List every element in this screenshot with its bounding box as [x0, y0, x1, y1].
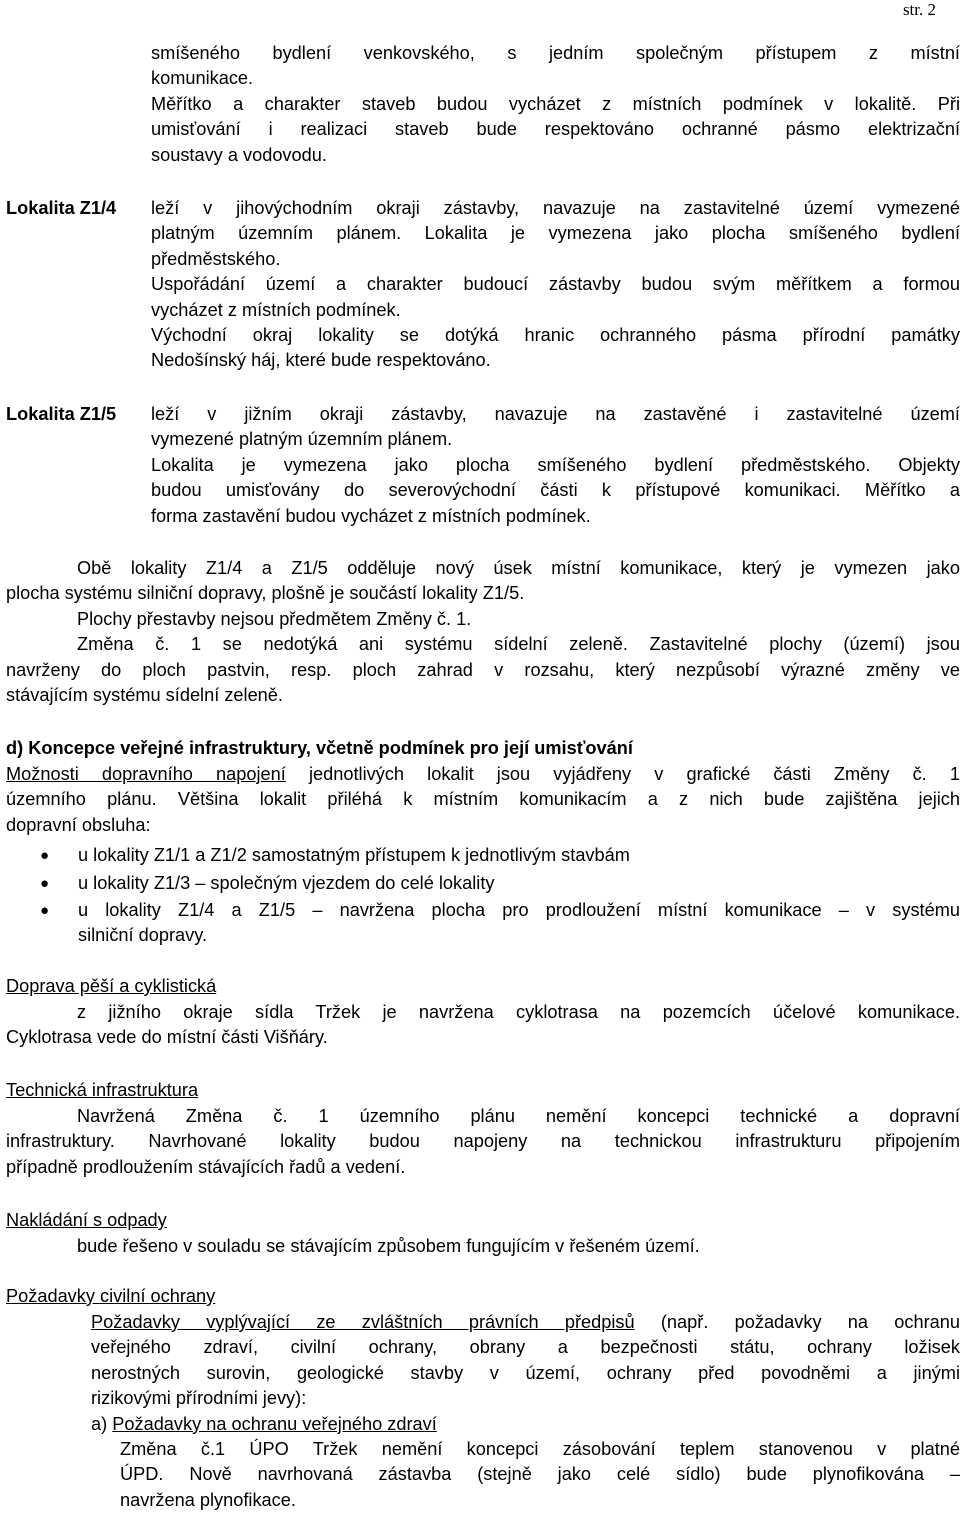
text-line: vymezené platným územním plánem. [151, 429, 453, 450]
pedestrian-title: Doprava pěší a cyklistická [6, 976, 217, 996]
text-line: veřejného zdraví, civilní ochrany, obrany a bezpečnosti státu, ochrany ložisek [91, 1337, 960, 1358]
text-line: leží v jihovýchodním okraji zástavby, navazuje na zastavitelné území vymezené [151, 198, 960, 218]
text-line: Lokalita je vymezena jako plocha smíšeného bydlení předměstského. Objekty [151, 454, 960, 475]
text-line: silniční dopravy. [78, 925, 208, 946]
bullet-dot: ● [40, 902, 50, 919]
text-line: smíšeného bydlení venkovského, s jedním společným přístupem z místní [151, 43, 960, 63]
civil-title: Požadavky civilní ochrany [6, 1286, 216, 1306]
locality-z15-label: Lokalita Z1/5 [6, 404, 117, 424]
waste-title: Nakládání s odpady [6, 1210, 167, 1230]
text-line: z jižního okraje sídla Tržek je navržena cyklotrasa na pozemcích účelové komunikace. [77, 1002, 960, 1022]
text-line: předměstského. [151, 248, 281, 269]
requirements-title: Požadavky vyplývající ze zvláštních právních předpisů [91, 1312, 635, 1332]
pedestrian-paragraph [6, 1000, 960, 1051]
text-line: Plochy přestavby nejsou předmětem Změny č. 1. [77, 608, 472, 629]
text-line: Navržená Změna č. 1 územního plánu nemění koncepci technické a dopravní [77, 1106, 960, 1126]
text-line: Cyklotrasa vede do místní části Višňáry. [6, 1027, 328, 1048]
text-line: komunikace. [151, 68, 254, 89]
text-line: stávajícím systému sídelní zeleně. [6, 685, 283, 706]
text-line: Nedošínský háj, které bude respektováno. [151, 350, 491, 371]
transport-paragraph [6, 762, 960, 838]
bullet-dot: ● [40, 847, 50, 864]
technical-paragraph [6, 1104, 960, 1180]
text-line: plocha systému silniční dopravy, plošně je součástí lokality Z1/5. [6, 583, 525, 604]
text-line: budou umisťovány do severovýchodní části k přístupové komunikaci. Měřítko a [151, 480, 960, 501]
intro-paragraph [151, 41, 960, 168]
item-a-paragraph [120, 1437, 960, 1513]
text-line: leží v jižním okraji zástavby, navazuje na zastavěné i zastavitelné území [151, 404, 960, 424]
text-line: Změna č.1 ÚPO Tržek nemění koncepci zásobování teplem stanovenou v platné [120, 1439, 960, 1459]
list-item: u lokality Z1/3 – společným vjezdem do celé lokality [78, 873, 495, 893]
text-line: dopravní obsluha: [6, 814, 151, 835]
text-line: územního plánu. Většina lokalit přiléhá k místním komunikacím a z nich bude zajištěna jejich [6, 789, 960, 810]
text-line: Změna č. 1 se nedotýká ani systému sídelní zeleně. Zastavitelné plochy (území) jsou [77, 634, 960, 655]
requirements-title-rest: (např. požadavky na ochranu [634, 1312, 960, 1332]
text-line: rizikovými přírodními jevy): [91, 1388, 307, 1409]
list-item: u lokality Z1/1 a Z1/2 samostatným přístupem k jednotlivým stavbám [78, 845, 630, 865]
text-line: Východní okraj lokality se dotýká hranic ochranného pásma přírodní památky [151, 325, 960, 346]
item-a-title: Požadavky na ochranu veřejného zdraví [112, 1413, 437, 1434]
transport-title: Možnosti dopravního napojení [6, 764, 286, 784]
item-a-prefix: a) [91, 1413, 113, 1434]
text-line: Obě lokality Z1/4 a Z1/5 odděluje nový úsek místní komunikace, který je vymezen jako [77, 558, 960, 578]
text-line: umisťování i realizaci staveb bude respektováno ochranné pásmo elektrizační [151, 119, 960, 140]
text-line [91, 1310, 960, 1335]
transport-title-rest: jednotlivých lokalit jsou vyjádřeny v grafické části Změny č. 1 [285, 764, 960, 784]
text-line: případně prodloužením stávajících řadů a vedení. [6, 1156, 406, 1177]
text-line: Měřítko a charakter staveb budou vycházet z místních podmínek v lokalitě. Při [151, 93, 960, 114]
text-line: Uspořádání území a charakter budoucí zástavby budou svým měřítkem a formou [151, 274, 960, 295]
page-number: str. 2 [902, 0, 936, 19]
text-line: u lokality Z1/4 a Z1/5 – navržena plocha pro prodloužení místní komunikace – v systému [78, 900, 960, 920]
text-line: forma zastavění budou vycházet z místních podmínek. [151, 505, 591, 526]
text-line: vycházet z místních podmínek. [151, 299, 401, 320]
civil-requirements-paragraph [91, 1310, 960, 1437]
locality-z15-text [151, 402, 960, 529]
both-localities-paragraph [6, 556, 960, 708]
text-line [6, 762, 960, 787]
list-item [78, 898, 960, 949]
text-line: ÚPD. Nově navrhovaná zástavba (stejně jako celé sídlo) bude plynofikována – [120, 1464, 960, 1485]
locality-z14-text [151, 196, 960, 374]
waste-text: bude řešeno v souladu se stávajícím způsobem fungujícím v řešeném území. [77, 1236, 700, 1256]
text-line: nerostných surovin, geologické stavby v území, ochrany před povodněmi a jinými [91, 1362, 960, 1383]
text-line: navržena plynofikace. [120, 1489, 296, 1510]
bullet-dot: ● [40, 875, 50, 892]
text-line: soustavy a vodovodu. [151, 144, 327, 165]
text-line: platným územním plánem. Lokalita je vymezena jako plocha smíšeného bydlení [151, 223, 960, 244]
text-line: infrastruktury. Navrhované lokality budou napojeny na technickou infrastrukturu připojením [6, 1131, 960, 1152]
section-d-heading: d) Koncepce veřejné infrastruktury, včetně podmínek pro její umisťování [6, 738, 633, 758]
locality-z14-label: Lokalita Z1/4 [6, 198, 117, 218]
text-line: navrženy do ploch pastvin, resp. ploch zahrad v rozsahu, který nezpůsobí výrazné změny ve [6, 659, 960, 680]
text-line [91, 1412, 960, 1437]
technical-title: Technická infrastruktura [6, 1080, 199, 1100]
